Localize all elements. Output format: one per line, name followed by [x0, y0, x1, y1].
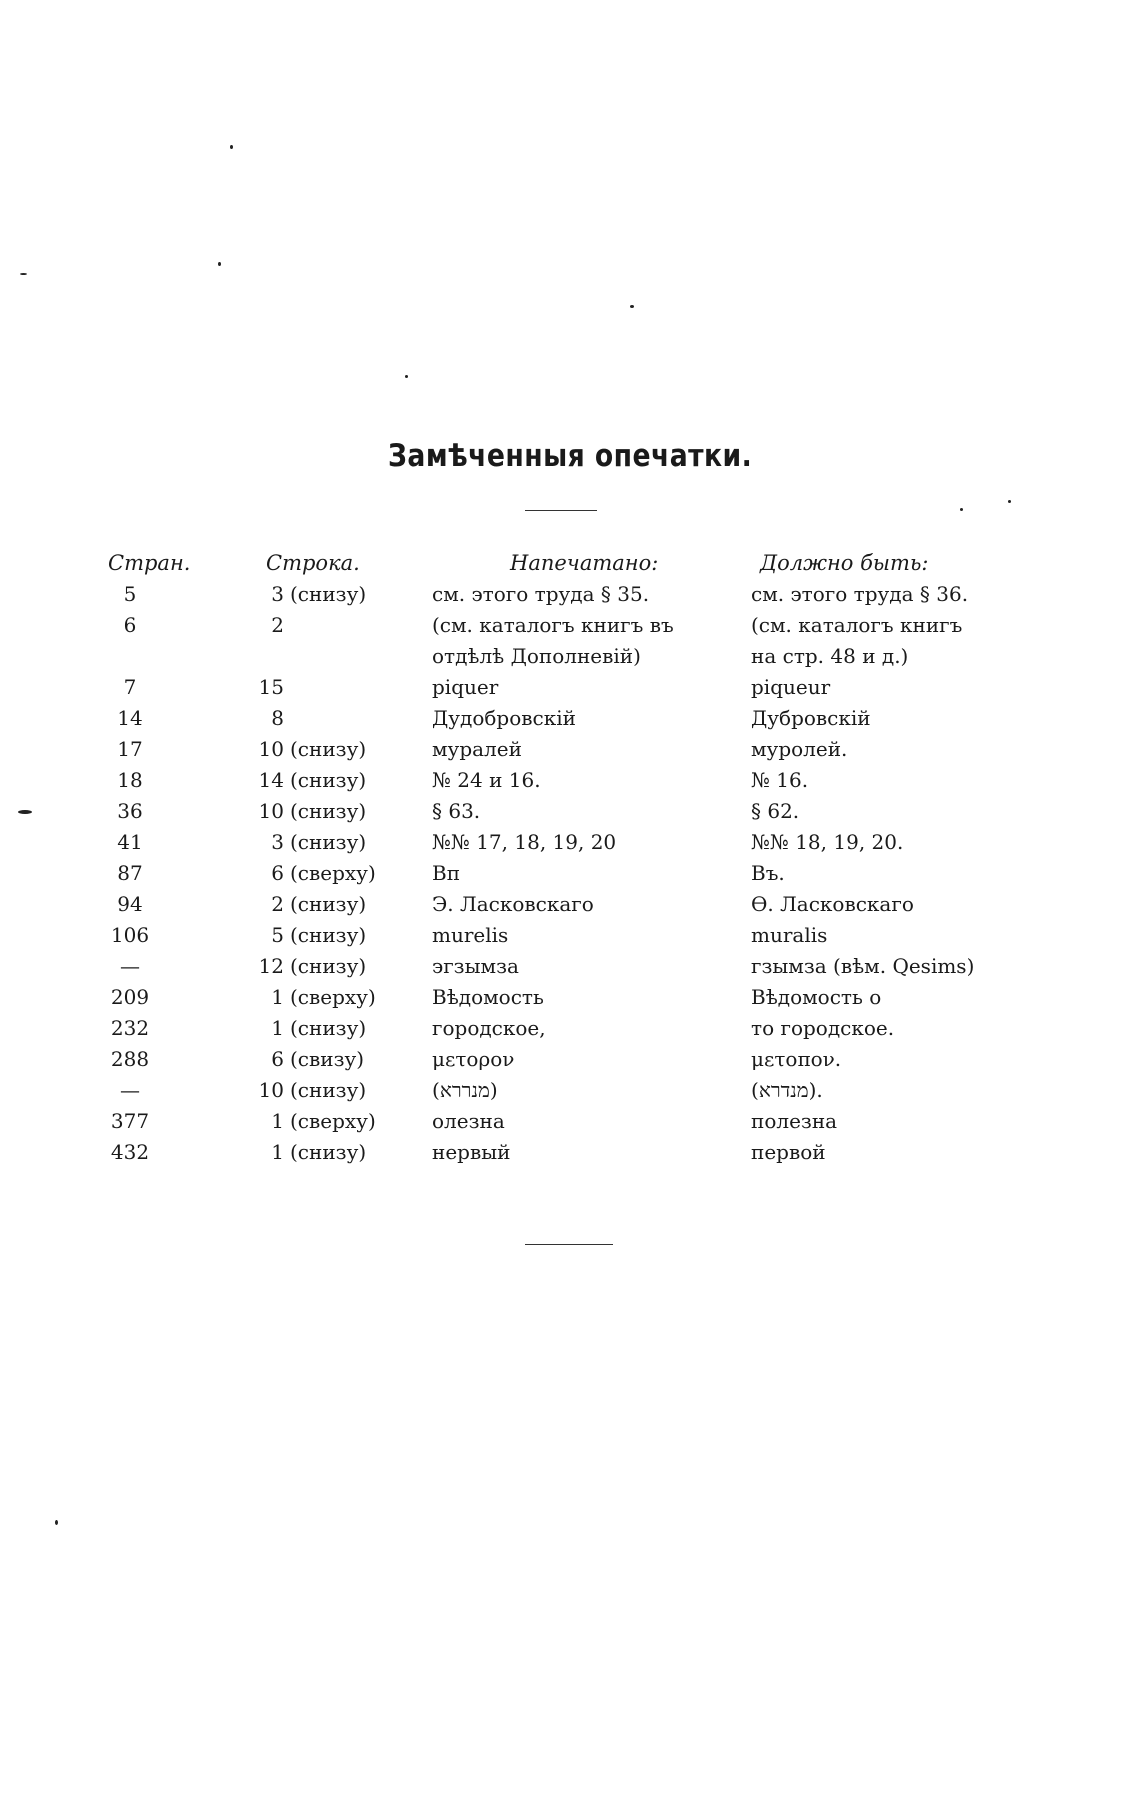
- table-row: [0, 672, 1140, 703]
- scan-speck: [55, 1520, 58, 1525]
- cell-correct: муролей.: [751, 737, 848, 761]
- header-page: Стран.: [108, 551, 191, 575]
- cell-printed: murelis: [432, 923, 509, 947]
- cell-page: 18: [117, 768, 143, 792]
- cell-printed: (см. каталогъ книгъ въ: [432, 613, 674, 637]
- cell-page: 87: [117, 861, 143, 885]
- table-header: [0, 551, 1140, 581]
- cell-page: 7: [123, 675, 137, 699]
- cell-position: (сверху): [290, 1109, 376, 1133]
- table-row: [0, 920, 1140, 951]
- cell-line: 2: [271, 892, 284, 916]
- cell-printed: №№ 17, 18, 19, 20: [432, 830, 617, 854]
- cell-printed: отдѣлѣ Дополневій): [432, 644, 641, 668]
- table-row: [0, 703, 1140, 734]
- cell-page: 106: [110, 923, 150, 947]
- scan-speck: [1008, 500, 1011, 503]
- cell-printed: piquer: [432, 675, 499, 699]
- cell-position: (сверху): [290, 985, 376, 1009]
- cell-line: 2: [271, 613, 284, 637]
- header-line: Строка.: [266, 551, 360, 575]
- cell-page: —: [120, 954, 140, 978]
- cell-printed: муралей: [432, 737, 522, 761]
- errata-table: [0, 579, 1140, 1168]
- cell-page: 232: [110, 1016, 150, 1040]
- cell-printed: Э. Ласковскаго: [432, 892, 594, 916]
- cell-printed: эгзымза: [432, 954, 519, 978]
- cell-correct: (см. каталогъ книгъ: [751, 613, 963, 637]
- cell-page: 36: [117, 799, 143, 823]
- table-row: [0, 641, 1140, 672]
- cell-printed: см. этого труда § 35.: [432, 582, 650, 606]
- scan-speck: [960, 508, 963, 511]
- table-row: [0, 1137, 1140, 1168]
- table-row: [0, 765, 1140, 796]
- table-row: [0, 858, 1140, 889]
- cell-line: 3: [271, 582, 284, 606]
- cell-printed: § 63.: [432, 799, 481, 823]
- cell-line: 10: [258, 737, 284, 761]
- cell-correct: Въ.: [751, 861, 785, 885]
- end-divider: [525, 1244, 613, 1245]
- cell-printed: № 24 и 16.: [432, 768, 541, 792]
- cell-printed: городское,: [432, 1016, 546, 1040]
- cell-printed: (מנררא): [432, 1078, 498, 1102]
- scan-speck: [20, 273, 27, 275]
- cell-correct: Дубровскій: [751, 706, 871, 730]
- header-correct: Должно быть:: [760, 551, 929, 575]
- cell-correct: Вѣдомость о: [751, 985, 882, 1009]
- cell-correct: см. этого труда § 36.: [751, 582, 969, 606]
- cell-page: 209: [110, 985, 150, 1009]
- cell-page: 5: [123, 582, 137, 606]
- table-row: [0, 610, 1140, 641]
- cell-page: 6: [123, 613, 137, 637]
- title-divider: [525, 510, 597, 511]
- cell-line: 10: [258, 799, 284, 823]
- cell-line: 1: [271, 985, 284, 1009]
- cell-correct: № 16.: [751, 768, 809, 792]
- table-row: [0, 951, 1140, 982]
- cell-correct: μετοπον.: [751, 1047, 842, 1071]
- cell-page: 94: [117, 892, 143, 916]
- cell-position: (свизу): [290, 1047, 365, 1071]
- cell-page: 288: [110, 1047, 150, 1071]
- cell-page: 14: [117, 706, 143, 730]
- cell-position: (снизу): [290, 830, 367, 854]
- cell-position: (снизу): [290, 892, 367, 916]
- cell-position: (снизу): [290, 954, 367, 978]
- cell-printed: Дудобровскій: [432, 706, 576, 730]
- cell-line: 1: [271, 1016, 284, 1040]
- cell-printed: μετορον: [432, 1047, 515, 1071]
- cell-page: 432: [110, 1140, 150, 1164]
- cell-line: 6: [271, 861, 284, 885]
- cell-line: 3: [271, 830, 284, 854]
- cell-printed: нервый: [432, 1140, 511, 1164]
- cell-correct: первой: [751, 1140, 826, 1164]
- cell-correct: (מנדרא).: [751, 1078, 823, 1102]
- cell-page: 377: [110, 1109, 150, 1133]
- cell-correct: полезна: [751, 1109, 838, 1133]
- cell-correct: на стр. 48 и д.): [751, 644, 909, 668]
- cell-printed: Вѣдомость: [432, 985, 544, 1009]
- cell-position: (снизу): [290, 768, 367, 792]
- cell-page: 17: [117, 737, 143, 761]
- cell-position: (снизу): [290, 737, 367, 761]
- cell-position: (снизу): [290, 1016, 367, 1040]
- header-printed: Напечатано:: [510, 551, 659, 575]
- cell-correct: Ѳ. Ласковскаго: [751, 892, 914, 916]
- table-row: [0, 982, 1140, 1013]
- table-row: [0, 889, 1140, 920]
- scan-speck: [630, 305, 634, 308]
- table-row: [0, 827, 1140, 858]
- cell-position: (снизу): [290, 923, 367, 947]
- cell-correct: muralis: [751, 923, 828, 947]
- cell-line: 15: [258, 675, 284, 699]
- cell-position: (снизу): [290, 1140, 367, 1164]
- cell-printed: Вп: [432, 861, 461, 885]
- table-row: [0, 1075, 1140, 1106]
- cell-correct: №№ 18, 19, 20.: [751, 830, 904, 854]
- scan-speck: [218, 262, 221, 266]
- scan-speck: [18, 810, 32, 814]
- cell-line: 1: [271, 1109, 284, 1133]
- cell-line: 10: [258, 1078, 284, 1102]
- cell-printed: олезна: [432, 1109, 505, 1133]
- table-row: [0, 579, 1140, 610]
- cell-line: 5: [271, 923, 284, 947]
- cell-page: 41: [117, 830, 143, 854]
- cell-correct: то городское.: [751, 1016, 895, 1040]
- cell-line: 8: [271, 706, 284, 730]
- scan-speck: [405, 375, 408, 378]
- cell-position: (сверху): [290, 861, 376, 885]
- table-row: [0, 1013, 1140, 1044]
- cell-line: 12: [258, 954, 284, 978]
- table-row: [0, 1044, 1140, 1075]
- cell-position: (снизу): [290, 799, 367, 823]
- cell-position: (снизу): [290, 1078, 367, 1102]
- cell-page: —: [120, 1078, 140, 1102]
- table-row: [0, 734, 1140, 765]
- table-row: [0, 796, 1140, 827]
- table-row: [0, 1106, 1140, 1137]
- cell-position: (снизу): [290, 582, 367, 606]
- cell-correct: § 62.: [751, 799, 800, 823]
- scan-speck: [230, 145, 233, 149]
- page-title: Замѣченныя опечатки.: [388, 438, 753, 474]
- cell-line: 6: [271, 1047, 284, 1071]
- cell-line: 14: [258, 768, 284, 792]
- cell-correct: гзымза (вѣм. Qesims): [751, 954, 975, 978]
- cell-correct: piqueur: [751, 675, 831, 699]
- cell-line: 1: [271, 1140, 284, 1164]
